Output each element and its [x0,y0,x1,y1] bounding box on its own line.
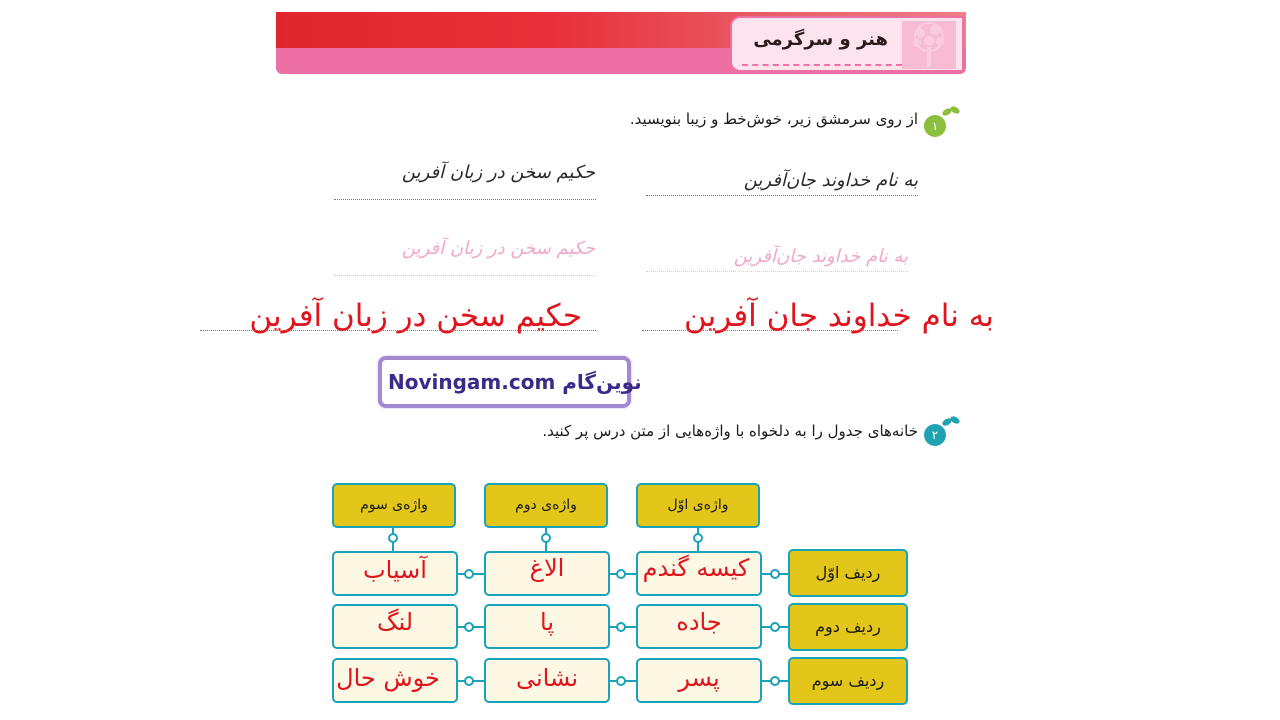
question-1-number: ۱ [931,119,939,133]
model-line-left: حکیم سخن در زبان آفرین [401,162,595,183]
answer-r2-c3: لنگ [376,608,414,636]
leaf-icon [940,104,962,126]
question-2-instruction: خانه‌های جدول را به دلخواه با واژه‌هایی از متن درس پر کنید. [542,422,918,440]
sprout-icon [940,104,962,122]
connector-dot [770,569,780,579]
connector-dot [616,622,626,632]
model-baseline-left [334,199,596,200]
tree-icon [902,21,956,69]
answer-r1-c1: کیسه گندم [642,554,750,582]
connector-dot [770,676,780,686]
question-2-number: ۲ [931,428,939,442]
answer-r1-c2: الاغ [529,554,565,582]
watermark-text: Novingam.com نوین‌گام [388,370,642,394]
trace-line-right: به نام خداوند جان‌آفرین [733,246,908,267]
row-label-2: ردیف دوم [788,603,908,651]
connector-dot [541,533,551,543]
section-title-tab [730,16,964,72]
title-underline [742,64,902,66]
answer-r3-c2: نشانی [515,664,579,692]
row-label-3: ردیف سوم [788,657,908,705]
row-label-1: ردیف اوّل [788,549,908,597]
leaf-icon-2 [940,414,962,436]
sprout-icon [940,414,962,432]
connector-dot [770,622,780,632]
model-line-right: به نام خداوند جان‌آفرین [743,170,918,191]
model-baseline-right [646,195,918,196]
connector-dot [388,533,398,543]
column-header-3: واژه‌ی سوم [332,483,456,528]
answer-line-left: حکیم سخن در زبان آفرین [249,298,582,334]
trace-line-left: حکیم سخن در زبان آفرین [401,238,595,259]
trace-baseline-right [646,271,908,272]
connector-dot [464,676,474,686]
connector-dot [464,569,474,579]
answer-r3-c1: پسر [678,664,720,692]
answer-r3-c3: خوش حال [336,664,440,692]
watermark [378,356,642,408]
answer-r1-c3: آسیاب [363,556,427,584]
question-1-instruction: از روی سرمشق زیر، خوش‌خط و زیبا بنویسید. [629,110,918,128]
column-header-2: واژه‌ی دوم [484,483,608,528]
connector-dot [616,676,626,686]
section-title: هنر و سرگرمی [753,29,888,50]
answer-r2-c2: پا [540,608,554,636]
answer-r2-c1: جاده [676,608,722,636]
column-header-1: واژه‌ی اوّل [636,483,760,528]
answer-baseline-left [200,330,596,331]
trace-baseline-left [334,275,596,276]
connector-dot [693,533,703,543]
section-banner [276,12,966,74]
connector-dot [464,622,474,632]
answer-baseline-right [642,330,898,331]
answer-line-right: به نام خداوند جان آفرین [684,298,994,334]
